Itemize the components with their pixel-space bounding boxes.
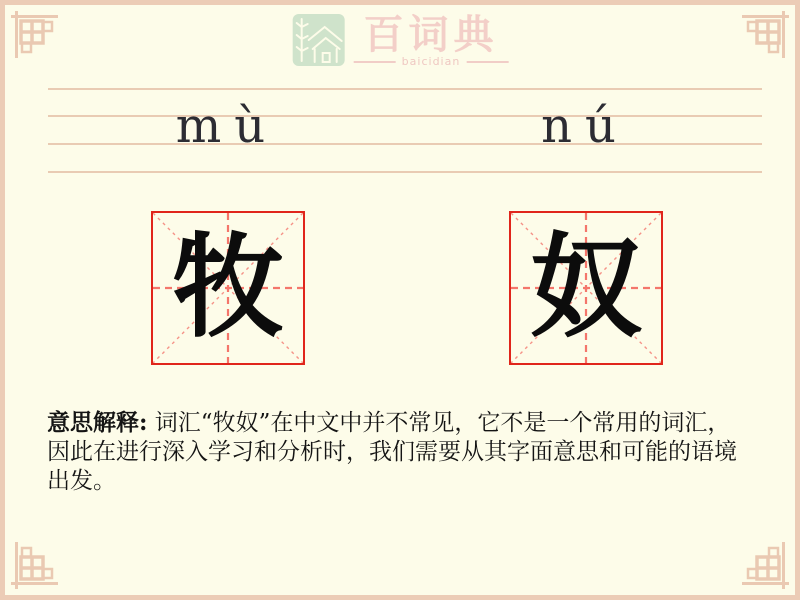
brand-title: 百词典 bbox=[363, 11, 499, 58]
pinyin-grid-line bbox=[48, 143, 762, 145]
character-box-mu bbox=[151, 211, 305, 365]
corner-ornament-icon bbox=[736, 8, 792, 64]
definition-paragraph bbox=[47, 408, 745, 496]
definition-body: 词汇“牧奴”在中文中并不常见，它不是一个常用的词汇，因此在进行深入学习和分析时，我们需要从其字面意思和可能的语境出发。 bbox=[47, 410, 737, 494]
corner-ornament-icon bbox=[8, 8, 64, 64]
pinyin-mu: mù bbox=[175, 98, 279, 154]
pinyin-grid-line bbox=[48, 171, 762, 173]
brand-logo bbox=[292, 13, 509, 68]
logo-dash-right bbox=[466, 61, 508, 63]
pinyin-grid-line bbox=[48, 88, 762, 90]
hanzi-mu: 牧 bbox=[172, 222, 284, 353]
character-box-nu bbox=[509, 211, 663, 365]
pinyin-nu: nú bbox=[541, 98, 629, 154]
pavilion-bamboo-icon bbox=[292, 13, 346, 67]
hanzi-nu: 奴 bbox=[530, 222, 642, 353]
logo-dash-left bbox=[354, 61, 396, 63]
definition-label: 意思解释: bbox=[47, 409, 148, 436]
pinyin-grid-line bbox=[48, 115, 762, 117]
corner-ornament-icon bbox=[736, 536, 792, 592]
corner-ornament-icon bbox=[8, 536, 64, 592]
brand-subtitle: baicidian bbox=[401, 55, 461, 68]
